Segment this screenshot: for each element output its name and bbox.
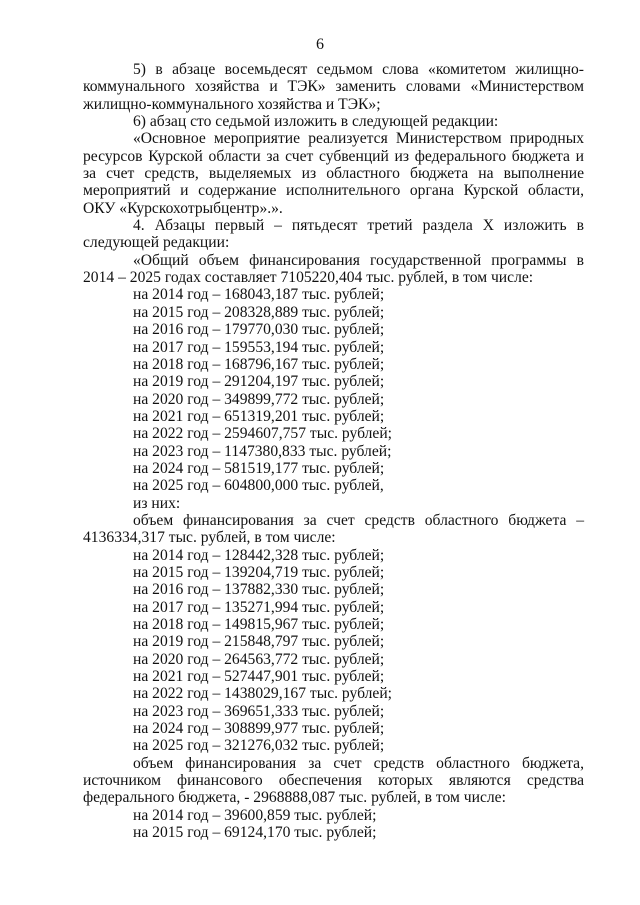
list-item: на 2017 год – 159553,194 тыс. рублей; bbox=[133, 338, 385, 356]
paragraph-total-funding: «Общий объем финансирования государственной программы в 2014 – 2025 годах составляет 7105220,404 тыс. рублей, в том числе: bbox=[83, 251, 584, 287]
list-item: на 2019 год – 215848,797 тыс. рублей; bbox=[133, 633, 385, 651]
list-item: на 2014 год – 39600,859 тыс. рублей; bbox=[133, 806, 377, 824]
list-item: на 2021 год – 651319,201 тыс. рублей; bbox=[133, 407, 385, 425]
list-item: на 2015 год – 208328,889 тыс. рублей; bbox=[133, 303, 385, 321]
of-them-label: из них: bbox=[133, 494, 181, 512]
list-item: на 2018 год – 149815,967 тыс. рублей; bbox=[133, 616, 385, 633]
paragraph-section-4: 4. Абзацы первый – пятьдесят третий раздела X изложить в следующей редакции: bbox=[83, 217, 584, 252]
list-item: на 2014 год – 168043,187 тыс. рублей; bbox=[133, 286, 385, 304]
list-item: на 2024 год – 308899,977 тыс. рублей; bbox=[133, 720, 385, 738]
paragraph-item-5: 5) в абзаце восемьдесят седьмом слова «комитетом жилищно-коммунального хозяйства и ТЭК» заменить словами «Министерством жилищно-коммунального хозяйства и ТЭК»; bbox=[83, 61, 584, 113]
list-item: на 2017 год – 135271,994 тыс. рублей; bbox=[133, 598, 385, 616]
list-item: на 2016 год – 137882,330 тыс. рублей; bbox=[133, 581, 385, 599]
paragraph-quote-main-activity: «Основное мероприятие реализуется Министерством природных ресурсов Курской области за счет субвенций из федерального бюджета и за счет средств, выделяемых из областного бюджета на выполнение мероприятий и содержание исполнительного органа Курской области, ОКУ «Курскохотрыбцентр».». bbox=[83, 130, 584, 217]
list-item: на 2024 год – 581519,177 тыс. рублей; bbox=[133, 459, 385, 477]
document-body bbox=[83, 61, 584, 841]
list-item: на 2019 год – 291204,197 тыс. рублей; bbox=[133, 373, 385, 391]
list-item: на 2020 год – 349899,772 тыс. рублей; bbox=[133, 390, 385, 408]
page-number: 6 bbox=[316, 36, 324, 53]
list-item: на 2021 год – 527447,901 тыс. рублей; bbox=[133, 668, 385, 686]
list-item: на 2023 год – 1147380,833 тыс. рублей; bbox=[133, 442, 392, 460]
list-item: на 2022 год – 1438029,167 тыс. рублей; bbox=[133, 685, 393, 703]
paragraph-regional-funding: объем финансирования за счет средств областного бюджета – 4136334,317 тыс. рублей, в том числе: bbox=[83, 511, 584, 547]
list-item: на 2016 год – 179770,030 тыс. рублей; bbox=[133, 321, 385, 339]
list-item: на 2025 год – 321276,032 тыс. рублей; bbox=[133, 737, 385, 755]
list-item: на 2023 год – 369651,333 тыс. рублей; bbox=[133, 702, 385, 720]
paragraph-item-6: 6) абзац сто седьмой изложить в следующей редакции: bbox=[133, 113, 499, 131]
federal-funding-list bbox=[83, 807, 584, 842]
list-item: на 2022 год – 2594607,757 тыс. рублей; bbox=[133, 425, 393, 443]
list-item: на 2020 год – 264563,772 тыс. рублей; bbox=[133, 650, 385, 668]
list-item: на 2014 год – 128442,328 тыс. рублей; bbox=[133, 546, 385, 564]
list-item: на 2015 год – 139204,719 тыс. рублей; bbox=[133, 563, 385, 581]
list-item: на 2018 год – 168796,167 тыс. рублей; bbox=[133, 355, 385, 373]
list-item: на 2025 год – 604800,000 тыс. рублей, bbox=[133, 477, 384, 495]
regional-funding-list bbox=[83, 547, 584, 755]
paragraph-federal-funding: объем финансирования за счет средств областного бюджета, источником финансового обеспечения которых являются средства федерального бюджета, - 2968888,087 тыс. рублей, в том числе: bbox=[83, 754, 584, 807]
list-item: на 2015 год – 69124,170 тыс. рублей; bbox=[133, 824, 377, 842]
total-funding-list bbox=[83, 286, 584, 494]
